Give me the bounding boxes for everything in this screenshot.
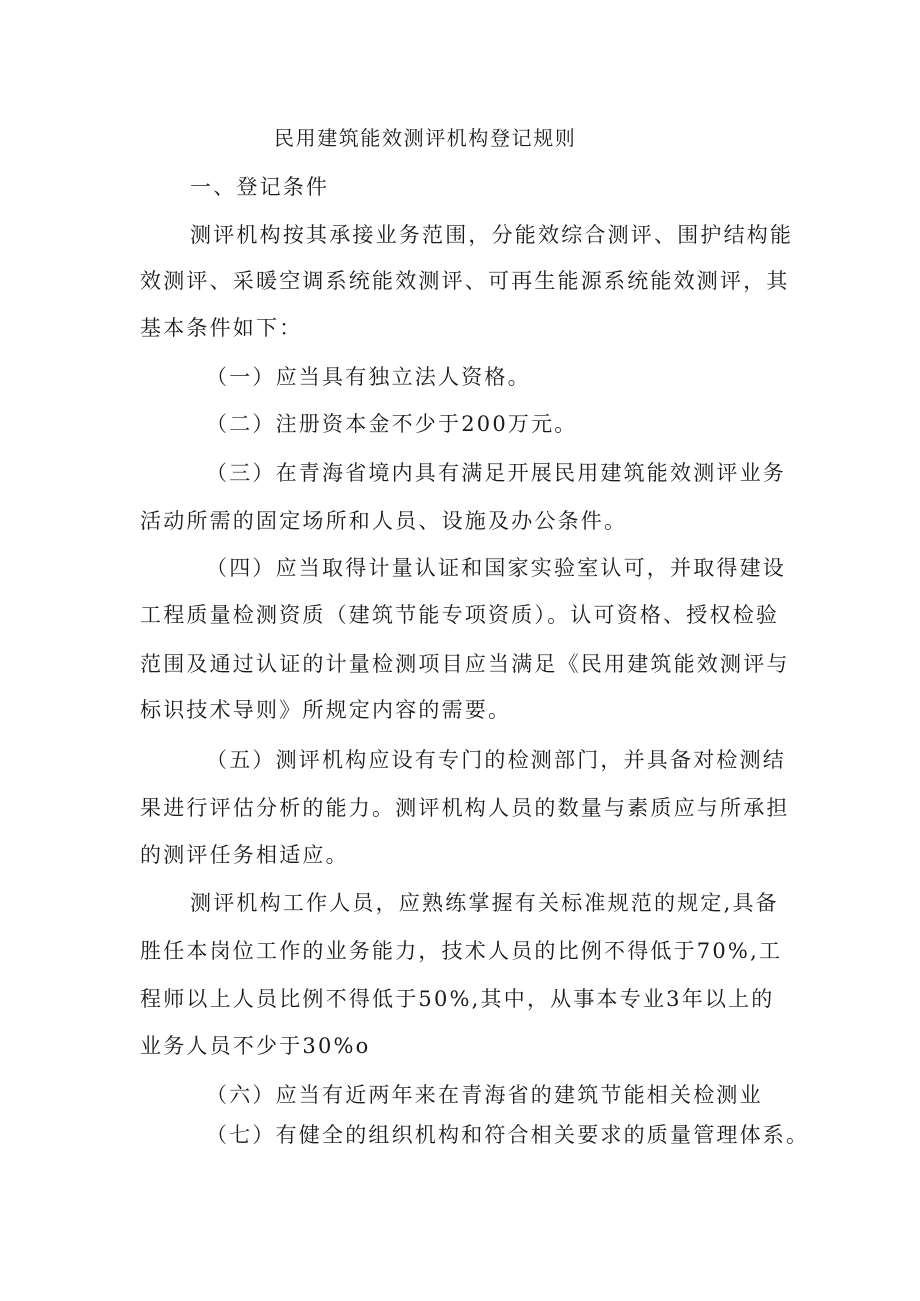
document-title: 民用建筑能效测评机构登记规则 [274, 126, 577, 150]
staff-paragraph-line: 程师以上人员比例不得低于50%,其中，从事本专业3年以上的 [140, 987, 775, 1011]
condition-item-7: （七）有健全的组织机构和符合相关要求的质量管理体系。 [206, 1123, 810, 1147]
condition-item-3-line: 活动所需的固定场所和人员、设施及办公条件。 [140, 509, 628, 533]
intro-line: 基本条件如下： [140, 316, 303, 340]
condition-item-3-line: （三）在青海省境内具有满足开展民用建筑能效测评业务 [206, 461, 786, 485]
staff-paragraph-line: 胜任本岗位工作的业务能力，技术人员的比例不得低于70%,工 [140, 939, 783, 963]
intro-line: 测评机构按其承接业务范围，分能效综合测评、围护结构能 [190, 223, 794, 247]
condition-item-2: （二）注册资本金不少于200万元。 [206, 412, 578, 436]
section-heading: 一、登记条件 [190, 175, 330, 199]
staff-paragraph-line: 业务人员不少于30%o [140, 1034, 371, 1058]
staff-paragraph-line: 测评机构工作人员，应熟练掌握有关标准规范的规定,具备 [190, 891, 779, 915]
condition-item-4-line: （四）应当取得计量认证和国家实验室认可，并取得建设 [206, 556, 786, 580]
condition-item-1: （一）应当具有独立法人资格。 [206, 365, 531, 389]
condition-item-5-line: 的测评任务相适应。 [140, 843, 349, 867]
condition-item-4-line: 工程质量检测资质（建筑节能专项资质）。认可资格、授权检验 [140, 603, 780, 627]
condition-item-5-line: 果进行评估分析的能力。测评机构人员的数量与素质应与所承担 [140, 796, 790, 820]
condition-item-5-line: （五）测评机构应设有专门的检测部门，并具备对检测结 [206, 748, 786, 772]
condition-item-4-line: 标识技术导则》所规定内容的需要。 [140, 698, 512, 722]
condition-item-6: （六）应当有近两年来在青海省的建筑节能相关检测业 [206, 1083, 763, 1107]
intro-line: 效测评、采暖空调系统能效测评、可再生能源系统能效测评，其 [140, 269, 790, 293]
condition-item-4-line: 范围及通过认证的计量检测项目应当满足《民用建筑能效测评与 [140, 652, 790, 676]
